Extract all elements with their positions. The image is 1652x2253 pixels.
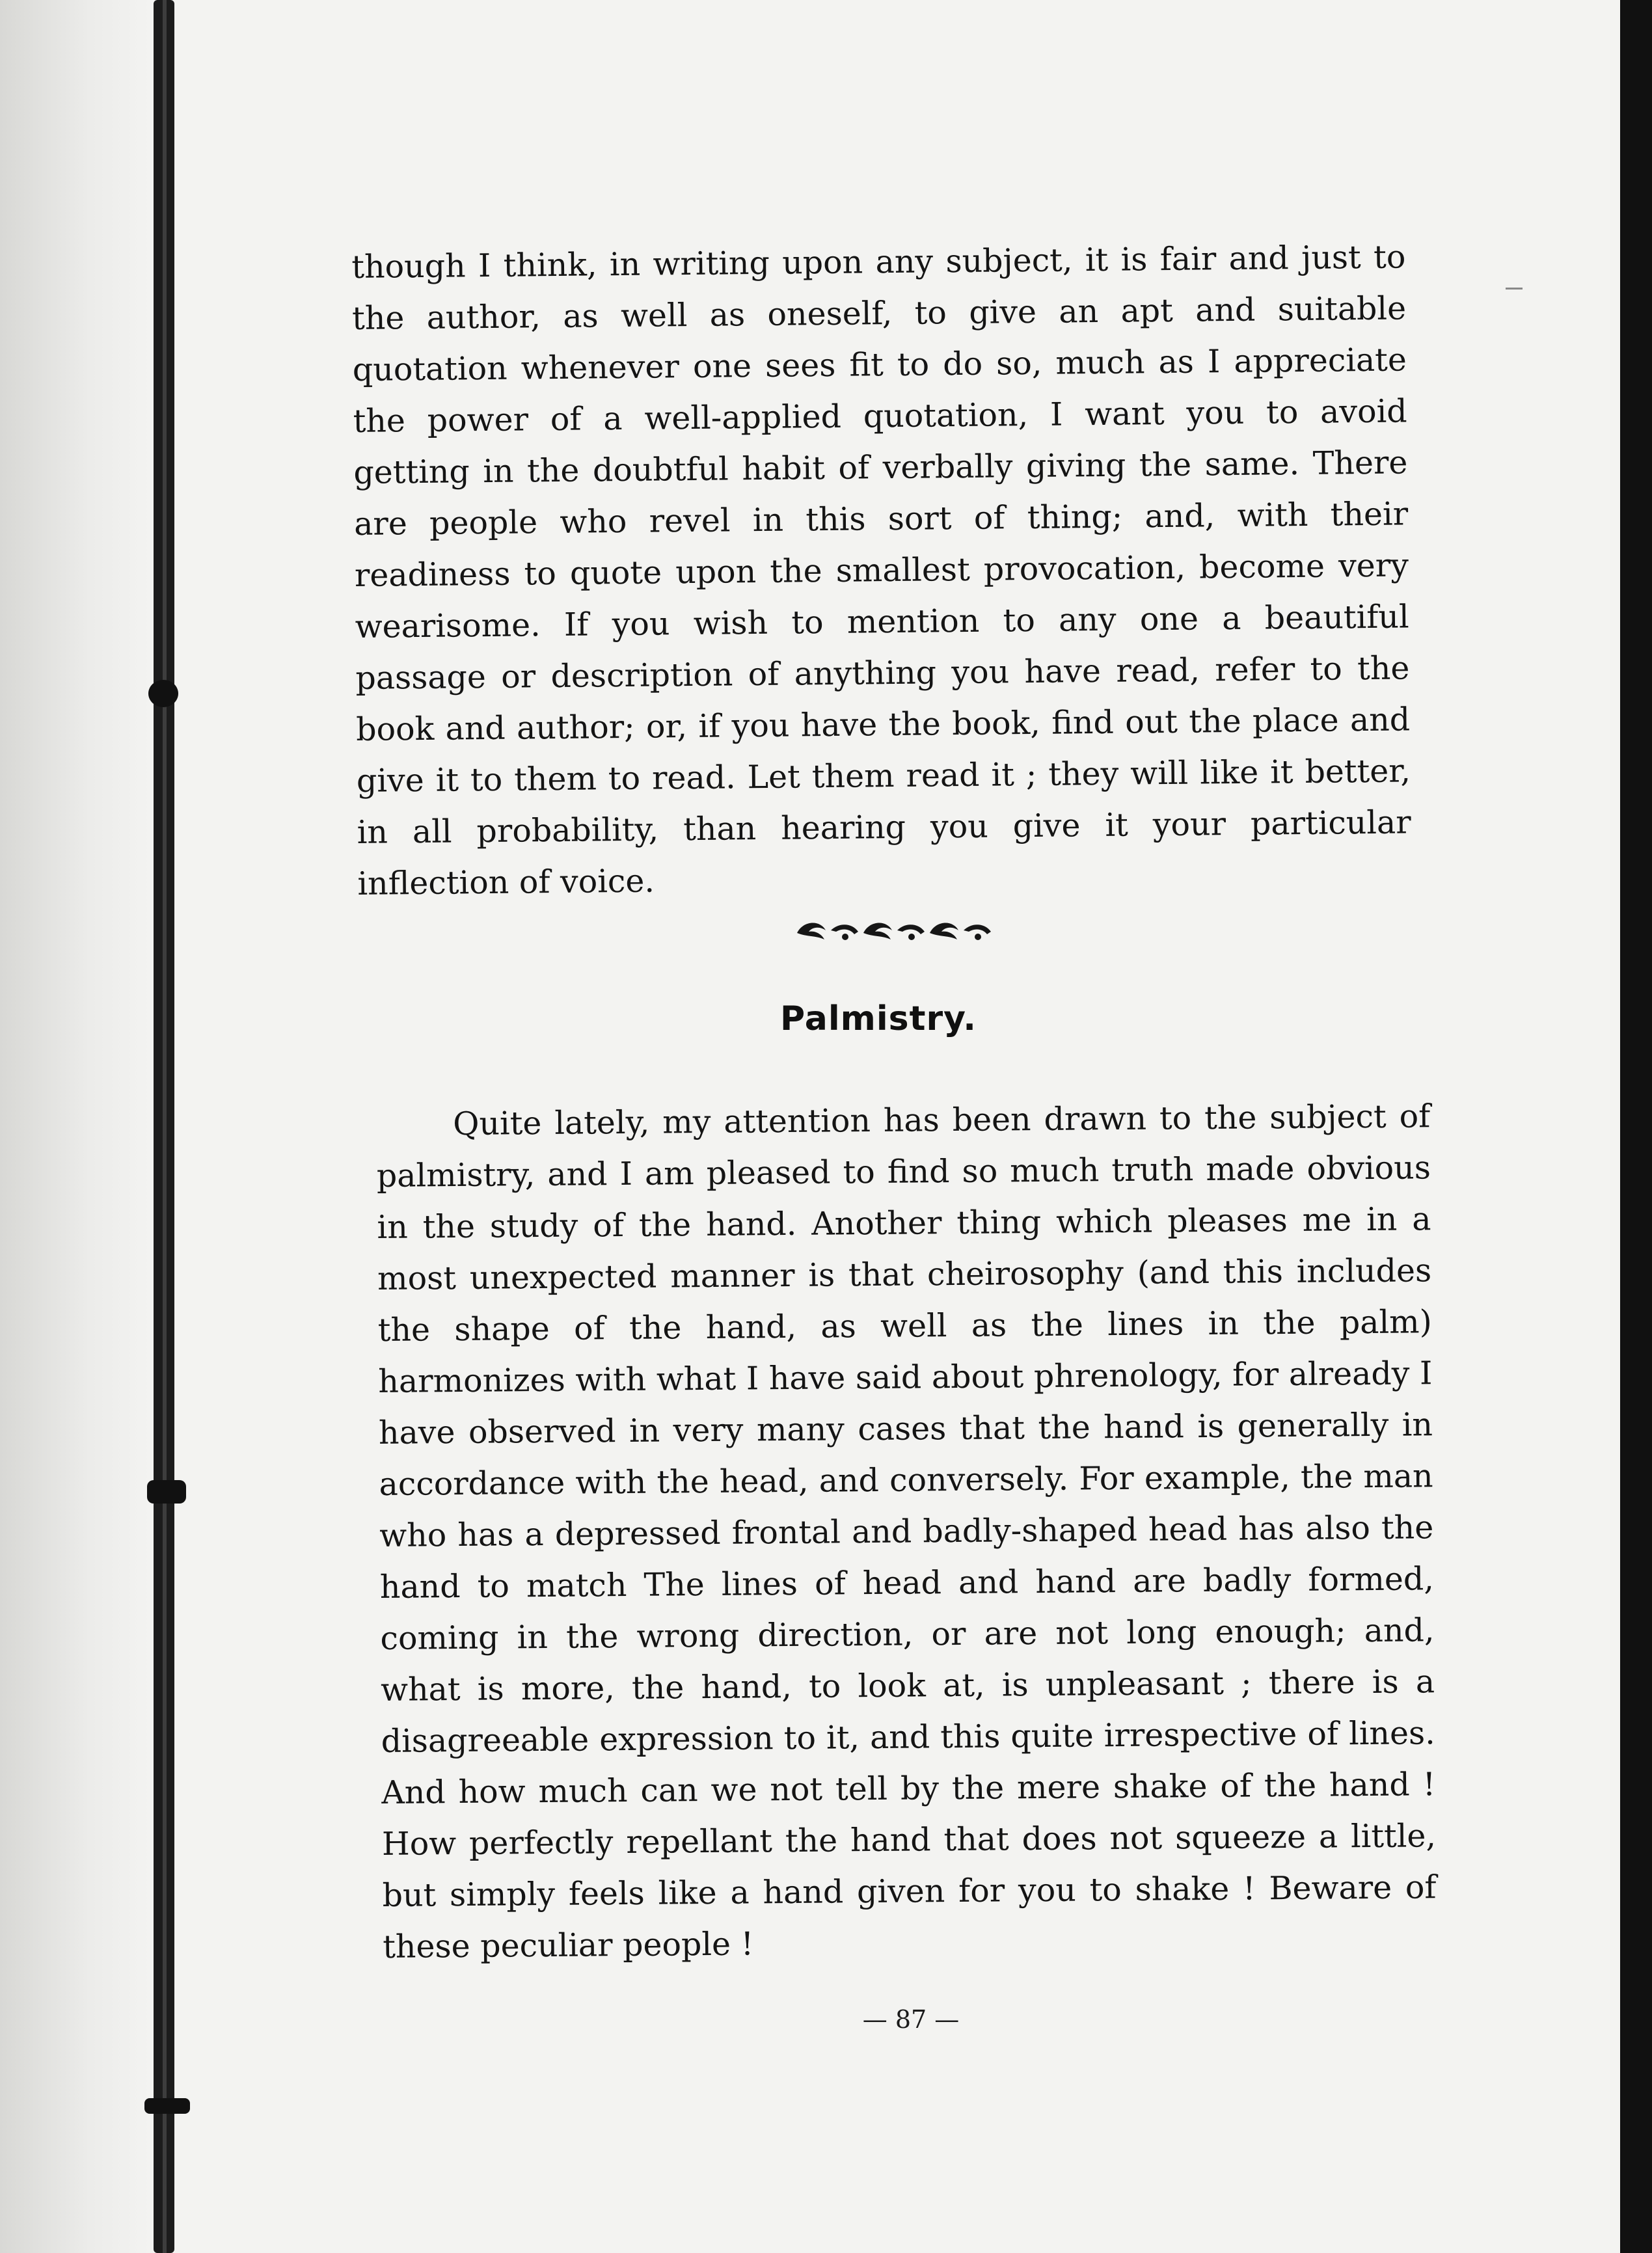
scan-edge	[1620, 0, 1652, 2253]
section-heading: Palmistry.	[780, 999, 977, 1038]
binding-spine-highlight	[163, 0, 167, 2253]
body-paragraph-palmistry: Quite lately, my attention has been drawn to the subject of palmistry, and I am pleased to find so much truth made obvious in the study of the hand. Another thing which pleases me in a most unexpected manner is that cheirosophy (and this includes the shape of the hand, as well as the lines in the palm) harmonizes with what I have said about phrenology, for already I have observed in very many cases that the hand is generally in accordance with the head, and conversely. For example, the man who has a depressed frontal and badly-shaped head has also the hand to match The lines of head and hand are badly formed, coming in the wrong direction, or are not long enough; and, what is more, the hand, to look at, is unpleasant ; there is a disagreeable expression to it, and this quite irrespective of lines. And how much can we not tell by the mere shake of the hand ! How perfectly repellant the hand that does not squeeze a little, but simply feels like a hand given for you to shake ! Beware of these peculiar people !	[376, 1098, 1437, 1965]
page-number: — 87 —	[862, 2005, 960, 2034]
margin-mark	[1506, 288, 1523, 290]
binding-stitch	[144, 2098, 190, 2114]
body-paragraph-quotation: though I think, in writing upon any subject, it is fair and just to the author, as well as oneself, to give an apt and suitable quotation whenever one sees fit to do so, much as I appreciate the power of a well-applied quotation, I want you to avoid getting in the doubtful habit of verbally giving the same. There are people who revel in this sort of thing; and, with their readiness to quote upon the smallest provocation, become very wearisome. If you wish to mention to any one a beautiful passage or description of anything you have read, refer to the book and author; or, if you have the book, find out the place and give it to them to read. Let them read it ; they will like it better, in all probability, than hearing you give it your particular inflection of voice.	[351, 238, 1411, 902]
binding-stitch	[148, 680, 178, 707]
floral-divider-icon	[791, 911, 999, 950]
binding-stitch	[147, 1480, 186, 1504]
gutter-shadow	[0, 0, 150, 2253]
